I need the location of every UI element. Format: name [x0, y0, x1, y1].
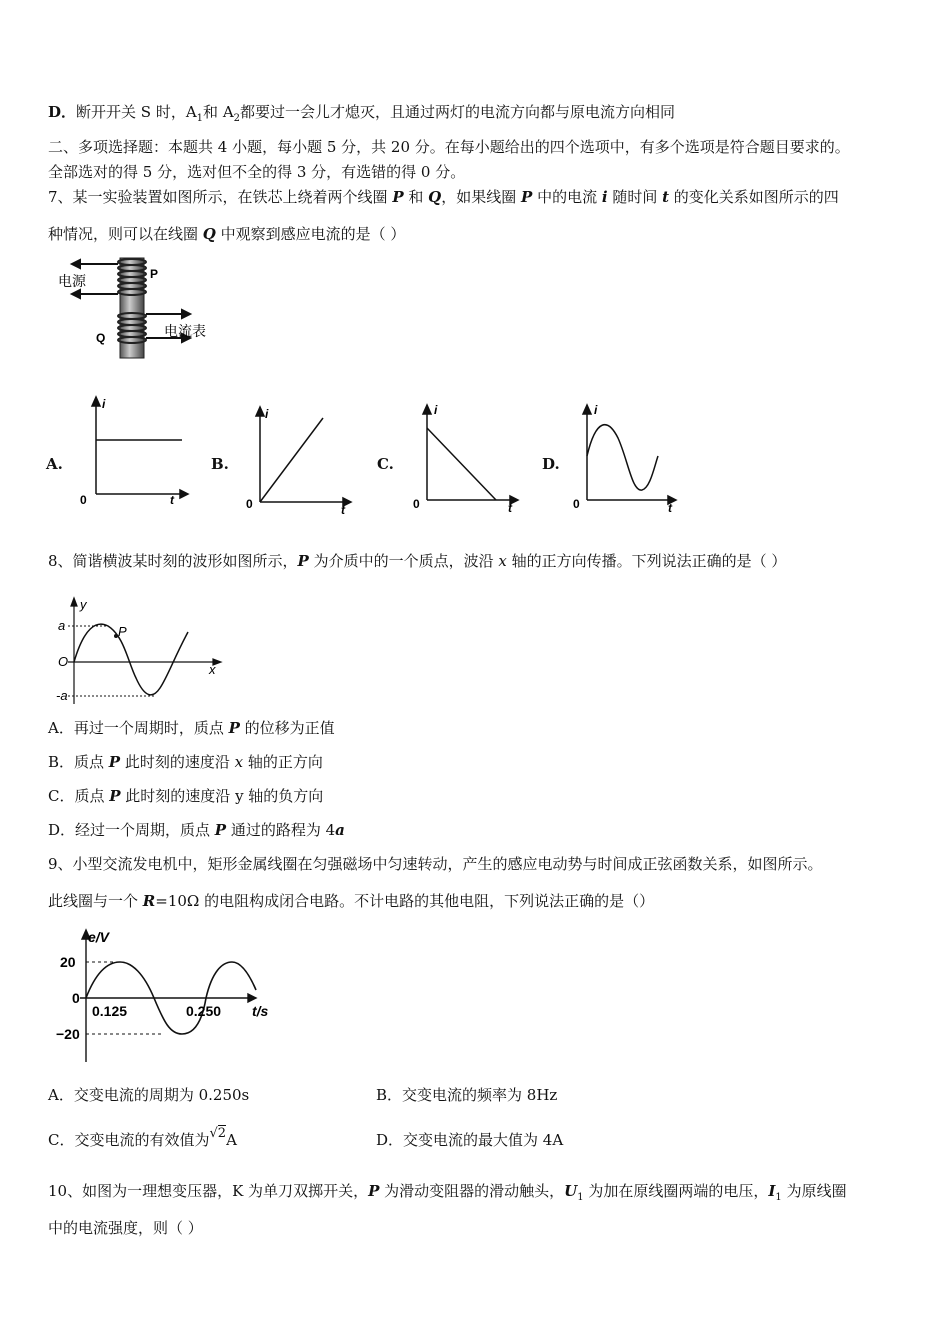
axis-t-label: t: [668, 501, 672, 515]
axis-t-label: t/s: [252, 1003, 269, 1019]
origin-label: O: [58, 654, 69, 669]
sqrt-symbol: √2: [209, 1126, 227, 1141]
axis-t-label: t: [170, 493, 174, 507]
axis-x-label: x: [209, 662, 216, 677]
coil-q-label: Q: [96, 331, 106, 345]
q7-stem-line2: 种情况，则可以在线圈 Q 中观察到感应电流的是（ ）: [48, 225, 406, 243]
falling-current-line: [427, 428, 496, 500]
q9-option-c[interactable]: C．交变电流的有效值为√2A: [48, 1126, 237, 1149]
origin-label: 0: [80, 493, 87, 507]
tick-0125-label: 0.125: [92, 1003, 128, 1019]
q9-emf-figure: [56, 926, 288, 1064]
q10-stem-line1: 10、如图为一理想变压器，K 为单刀双掷开关，P 为滑动变阻器的滑动触头，$U_1$ 为加在原线圈两端的电压，$I_1$ 为原线圈: [48, 1182, 847, 1203]
q7-apparatus-figure: [52, 252, 232, 364]
q7-option-a-graph[interactable]: [76, 392, 194, 510]
particle-p-label: P: [118, 624, 127, 639]
power-label: 电源: [58, 273, 86, 289]
neg-amplitude-label: -a: [56, 688, 68, 703]
q7-option-b-letter: B.: [211, 455, 229, 473]
q9-option-d[interactable]: D．交变电流的最大值为 4A: [376, 1131, 564, 1149]
origin-label: 0: [246, 497, 253, 511]
q7-option-c-letter: C.: [377, 455, 394, 473]
axis-i-label: i: [594, 403, 598, 417]
q8-option-c[interactable]: C．质点 P 此时刻的速度沿 y 轴的负方向: [48, 787, 324, 805]
q6-option-d: D．断开开关 S 时，$A_1$和 $A_2$都要过一会儿才熄灭，且通过两灯的电流方向都与原电流方向相同: [48, 103, 676, 124]
q9-option-a[interactable]: A．交变电流的周期为 0.250s: [48, 1086, 250, 1104]
tick-neg20-label: −20: [56, 1026, 80, 1042]
section2-line2: 全部选对的得 5 分，选对但不全的得 3 分，有选错的得 0 分。: [48, 163, 466, 181]
origin-label: 0: [573, 497, 580, 511]
tick-0-label: 0: [72, 990, 80, 1006]
q7-option-b-graph[interactable]: [243, 400, 361, 518]
q7-stem-line1: 7、某一实验装置如图所示，在铁芯上绕着两个线圈 P 和 Q，如果线圈 P 中的电流 i 随时间 t 的变化关系如图所示的四: [48, 188, 839, 206]
q8-option-a[interactable]: A．再过一个周期时，质点 P 的位移为正值: [48, 719, 335, 737]
origin-label: 0: [413, 497, 420, 511]
axis-i-label: i: [265, 407, 269, 421]
rising-current-line: [260, 418, 323, 502]
tick-20-label: 20: [60, 954, 76, 970]
coil-p: [118, 259, 146, 295]
q7-option-d-graph[interactable]: [572, 398, 690, 516]
axis-t-label: t: [341, 503, 345, 517]
q8-option-d[interactable]: D．经过一个周期，质点 P 通过的路程为 4a: [48, 821, 345, 839]
section2-line1: 二、多项选择题：本题共 4 小题，每小题 5 分，共 20 分。在每小题给出的四个选项中，有多个选项是符合题目要求的。: [48, 138, 850, 156]
coil-p-label: P: [150, 267, 159, 281]
amplitude-label: a: [58, 618, 66, 633]
q8-stem: 8、简谐横波某时刻的波形如图所示，P 为介质中的一个质点，波沿 x 轴的正方向传播。下列说法正确的是（ ）: [48, 552, 787, 570]
meter-label: 电流表: [164, 323, 206, 339]
tick-0250-label: 0.250: [186, 1003, 222, 1019]
axis-y-label: y: [80, 597, 87, 612]
q9-option-b[interactable]: B．交变电流的频率为 8Hz: [376, 1086, 558, 1104]
sine-current-curve: [587, 425, 658, 490]
q9-stem-line1: 9、小型交流发电机中，矩形金属线圈在匀强磁场中匀速转动，产生的感应电动势与时间成正弦函数关系，如图所示。: [48, 855, 823, 873]
wave-curve: [74, 624, 188, 695]
q8-option-b[interactable]: B．质点 P 此时刻的速度沿 x 轴的正方向: [48, 753, 323, 771]
q8-wave-figure: [56, 592, 236, 708]
axis-t-label: t: [508, 501, 512, 515]
q9-stem-line2: 此线圈与一个 R=10Ω 的电阻构成闭合电路。不计电路的其他电阻，下列说法正确的是（）: [48, 892, 655, 910]
q7-option-d-letter: D.: [542, 455, 560, 473]
axis-i-label: i: [102, 397, 106, 411]
q7-option-c-graph[interactable]: [410, 398, 528, 516]
q7-option-a-letter: A.: [46, 455, 63, 473]
axis-i-label: i: [434, 403, 438, 417]
axis-e-label: e/V: [88, 929, 110, 945]
q10-stem-line2: 中的电流强度，则（ ）: [48, 1219, 203, 1237]
